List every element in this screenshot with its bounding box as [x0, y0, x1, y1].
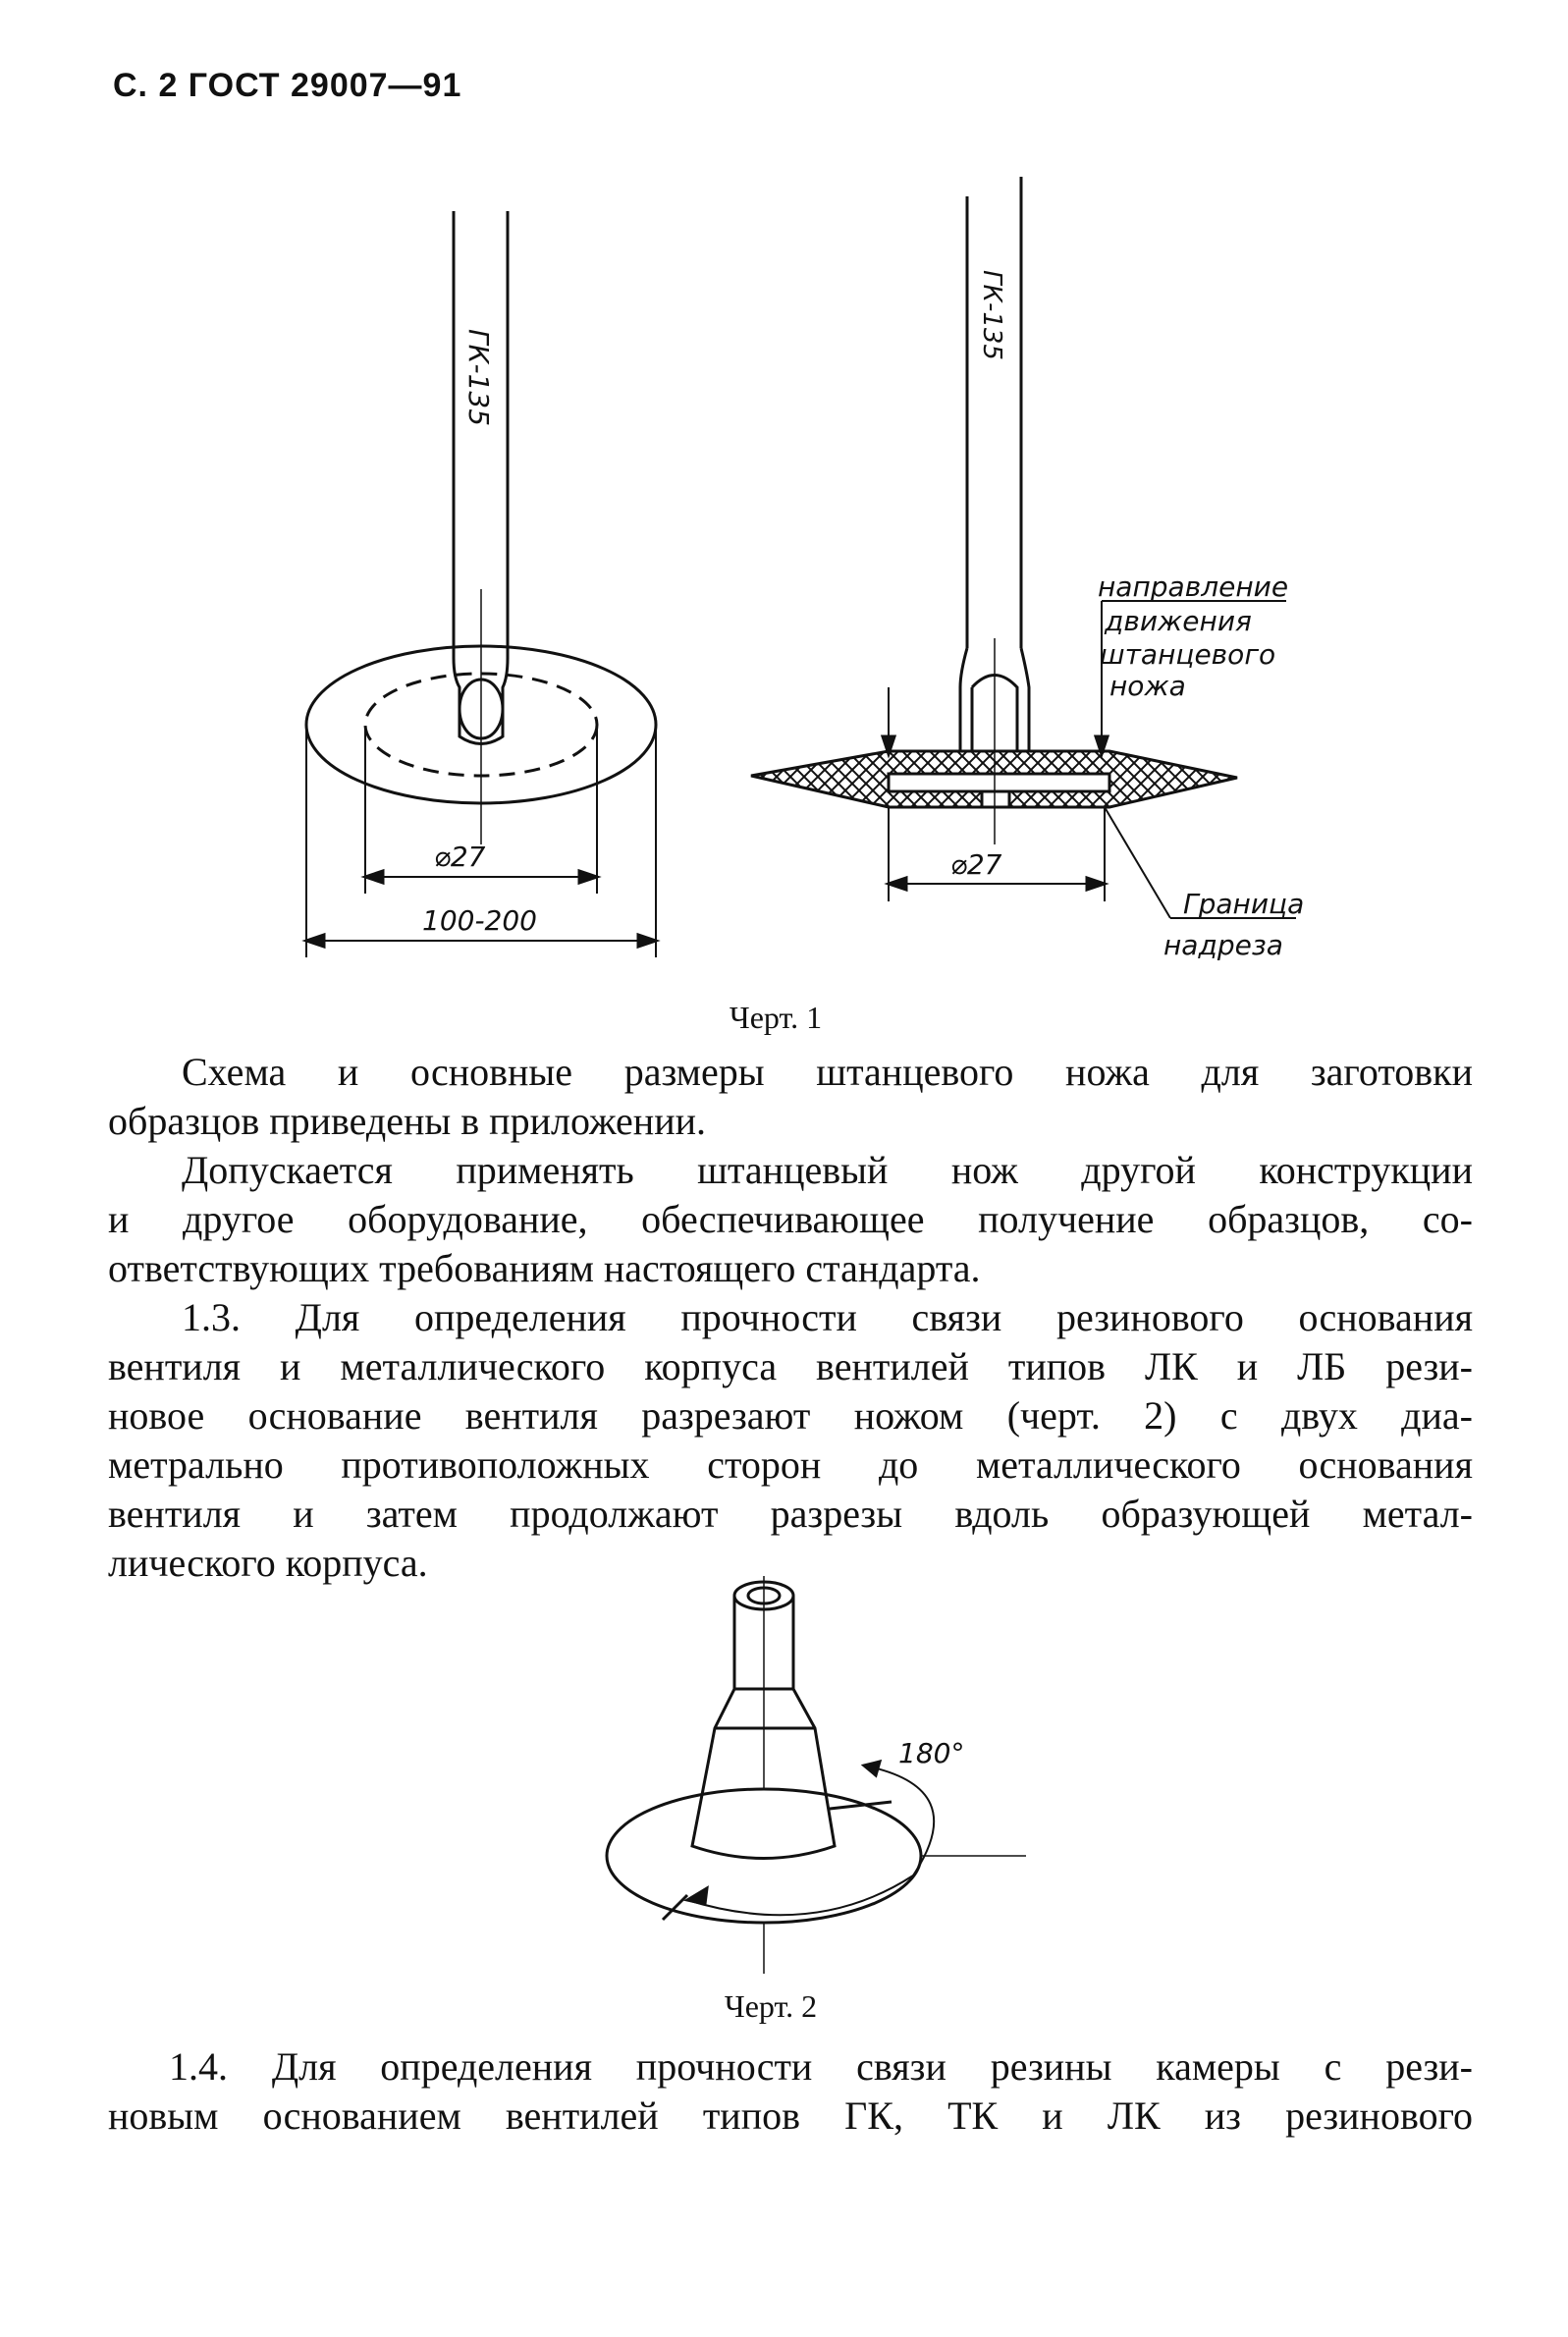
note-direction-4: ножа — [1109, 670, 1186, 702]
note-cut-2: надреза — [1163, 929, 1283, 961]
paragraph-3-line-2: вентиля и металлического корпуса вентилей типов ЛК и ЛБ рези- — [108, 1344, 1473, 1388]
note-direction-3: штанцевого — [1100, 638, 1276, 671]
paragraph-3 — [108, 1293, 1473, 1588]
dim-outer-left: 100-200 — [422, 904, 537, 937]
paragraph-2 — [108, 1146, 1473, 1293]
note-direction-2: движения — [1105, 605, 1252, 637]
valve-cut-drawing — [607, 1576, 1026, 1974]
paragraph-2-line-3: ответствующих требованиям настоящего стандарта. — [108, 1246, 981, 1290]
paragraph-1-line-2: образцов приведены в приложении. — [108, 1099, 707, 1143]
paragraph-1-line-1: Схема и основные размеры штанцевого ножа для заготовки — [182, 1050, 1473, 1094]
paragraph-4-line-1: 1.4. Для определения прочности связи резины камеры с рези- — [169, 2044, 1473, 2089]
page-header: С. 2 ГОСТ 29007—91 — [113, 67, 462, 104]
paragraph-3-line-5: вентиля и затем продолжают разрезы вдоль образующей метал- — [108, 1492, 1473, 1536]
note-direction-1: направление — [1098, 571, 1289, 603]
dim-inner-left: ⌀27 — [434, 841, 486, 873]
paragraph-3-line-1: 1.3. Для определения прочности связи резинового основания — [182, 1295, 1473, 1339]
paragraph-2-line-2: и другое оборудование, обеспечивающее получение образцов, со- — [108, 1197, 1473, 1241]
valve-section-view — [751, 177, 1296, 918]
paragraph-4 — [108, 2042, 1473, 2141]
stem-label-right: ГК-135 — [977, 270, 1006, 360]
figure-2-caption: Черт. 2 — [724, 1988, 818, 2024]
angle-label: 180° — [898, 1737, 965, 1769]
paragraph-3-line-3: новое основание вентиля разрезают ножом (черт. 2) с двух диа- — [108, 1393, 1473, 1438]
paragraph-4-line-2: новым основанием вентилей типов ГК, ТК и ЛК из резинового — [108, 2093, 1473, 2138]
dim-inner-right: ⌀27 — [950, 848, 1002, 881]
figure-1-caption: Черт. 1 — [729, 1000, 823, 1035]
paragraph-3-line-4: метрально противоположных сторон до металлического основания — [108, 1442, 1473, 1487]
paragraph-3-line-6: лического корпуса. — [108, 1541, 428, 1585]
paragraph-2-line-1: Допускается применять штанцевый нож другой конструкции — [182, 1148, 1473, 1192]
note-cut-1: Граница — [1183, 888, 1305, 920]
stem-label-left: ГК-135 — [462, 329, 495, 427]
paragraph-1 — [108, 1048, 1473, 1146]
